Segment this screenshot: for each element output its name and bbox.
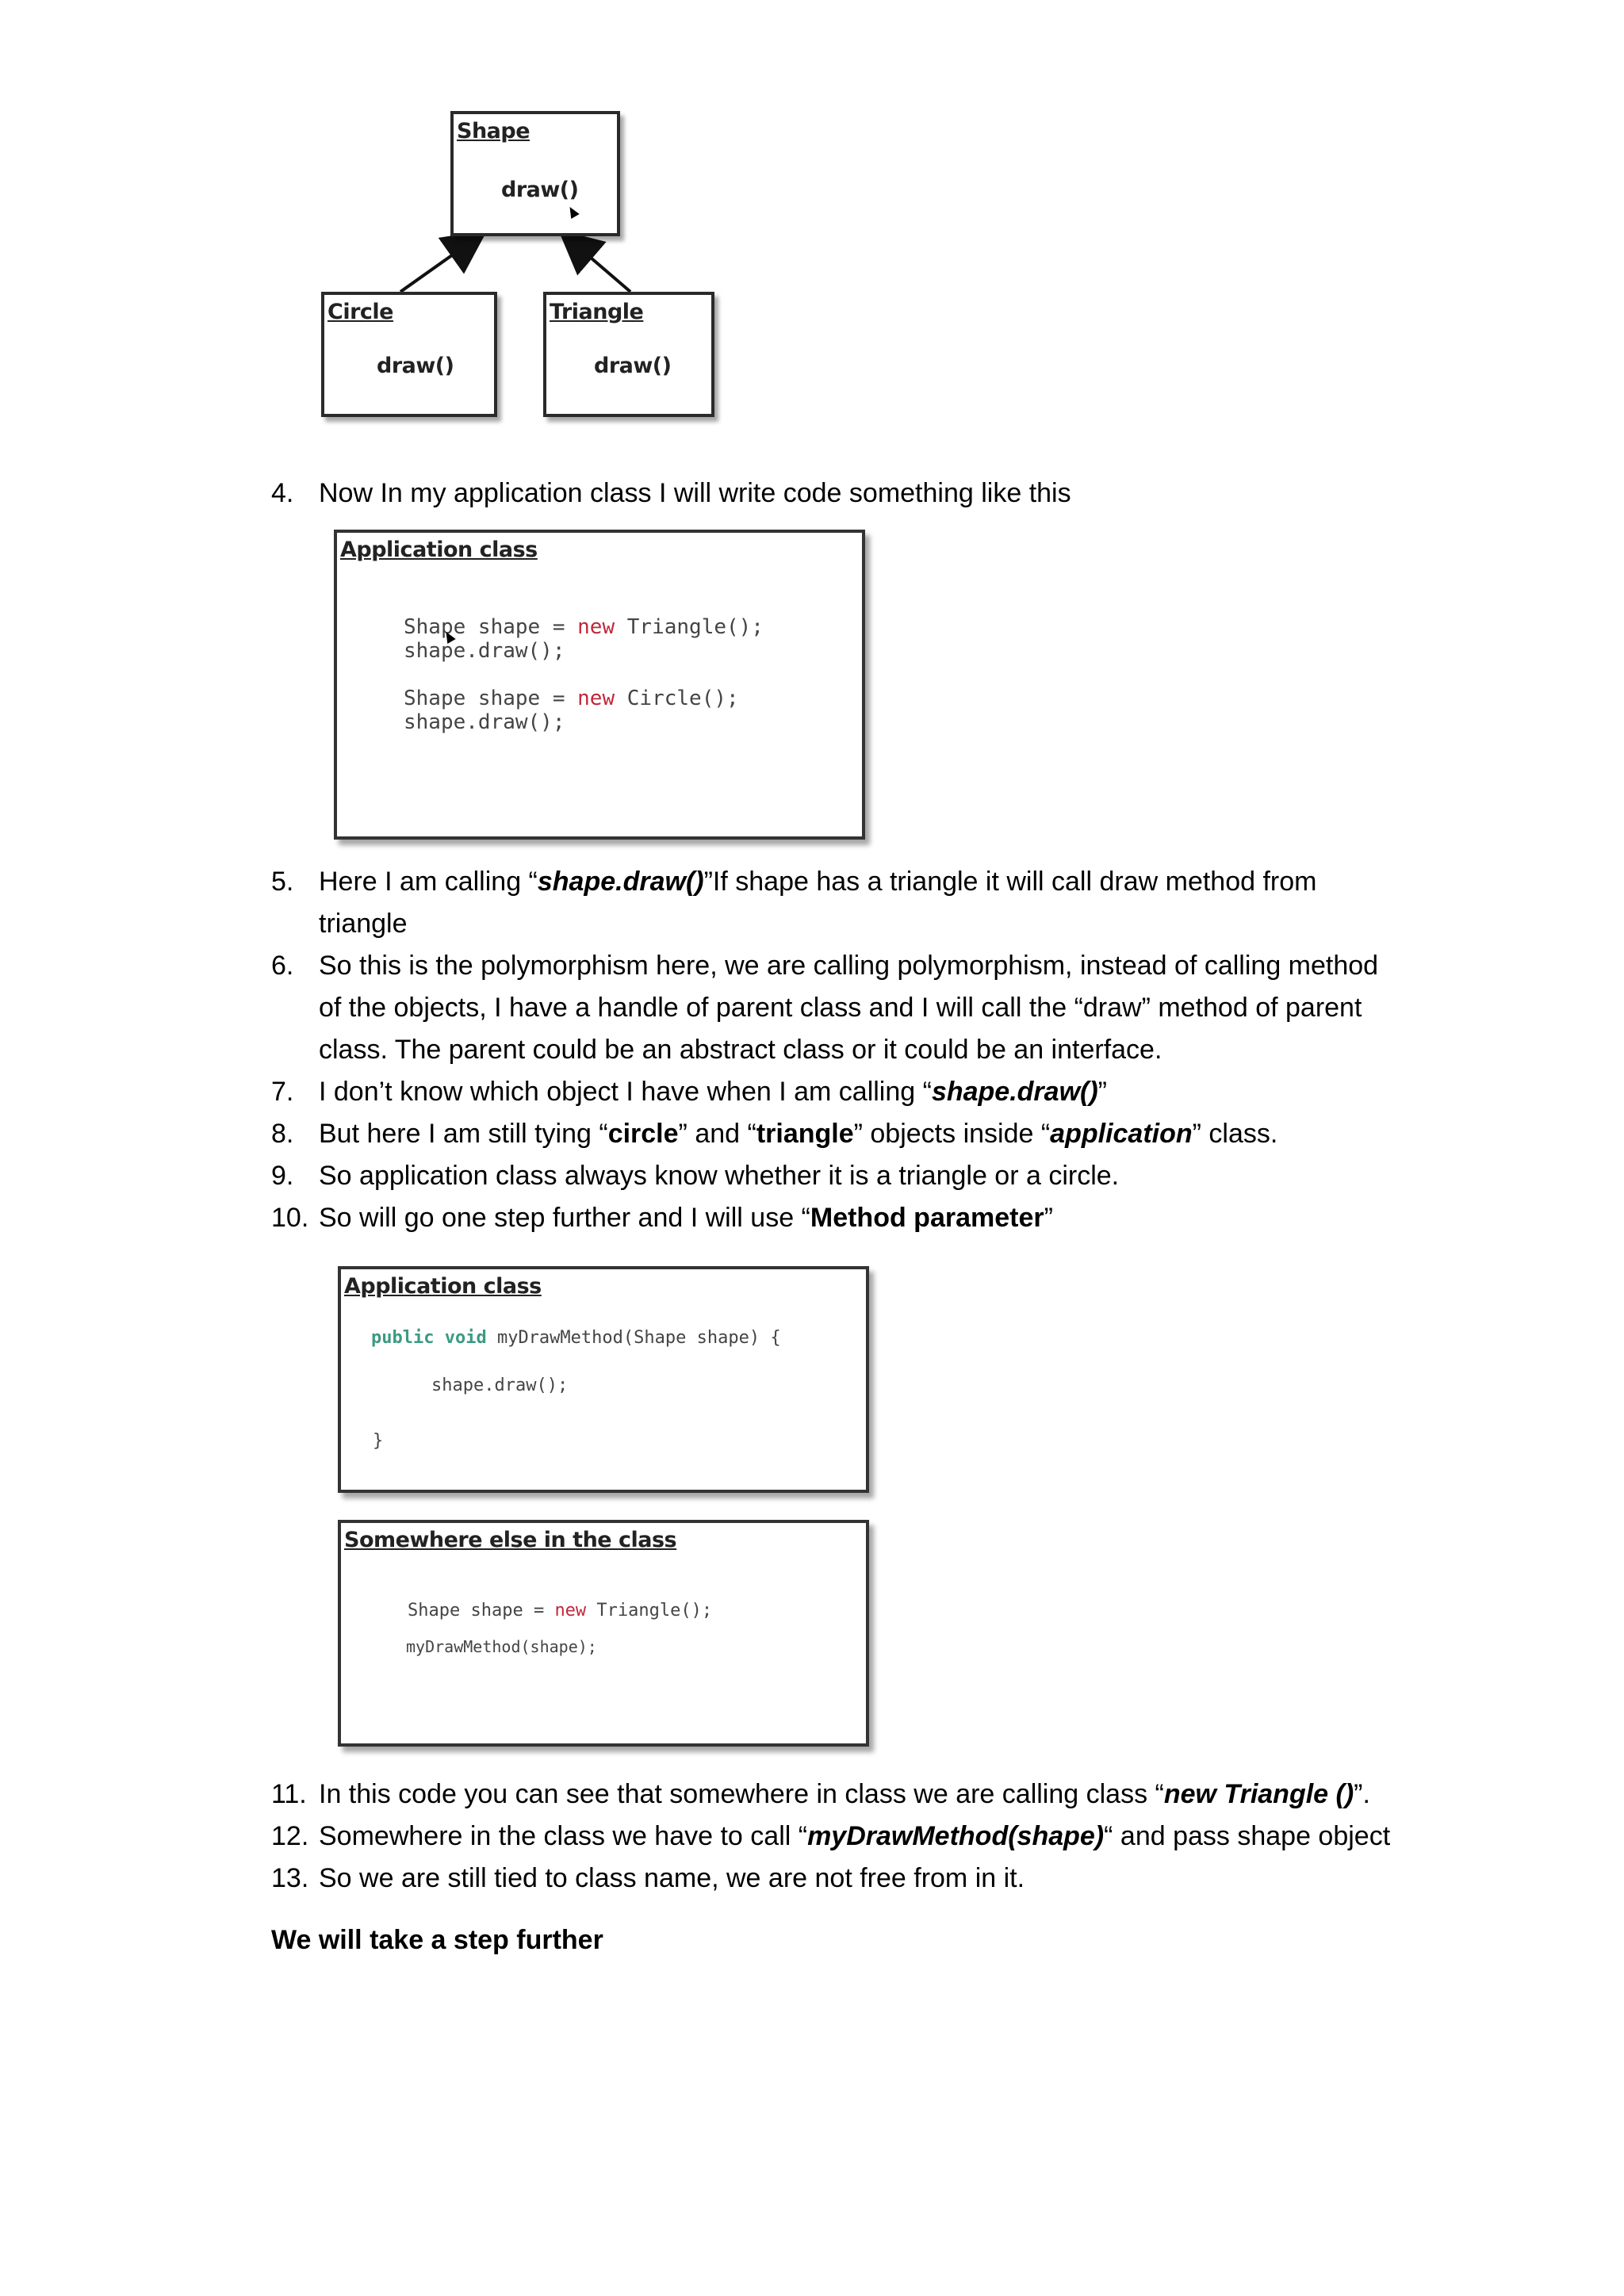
uml-diagram bbox=[301, 103, 745, 436]
code-line: } bbox=[373, 1431, 384, 1451]
list-text: In this code you can see that somewhere in class we are calling class “new Triangle ()”. bbox=[319, 1779, 1370, 1809]
code-title: Application class bbox=[344, 1274, 542, 1299]
shape-class-name: Shape bbox=[457, 119, 530, 144]
code-line: Shape shape = new Circle(); bbox=[404, 687, 739, 710]
circle-class-name: Circle bbox=[327, 300, 393, 324]
list-text: Now In my application class I will write code something like this bbox=[319, 478, 1071, 508]
code-title: Somewhere else in the class bbox=[344, 1528, 677, 1552]
arrow-triangle-to-shape bbox=[563, 234, 630, 292]
code-line: shape.draw(); bbox=[404, 639, 565, 663]
list-text: Somewhere in the class we have to call “myDrawMethod(shape)“ and pass shape object bbox=[319, 1821, 1391, 1851]
code-line: public void myDrawMethod(Shape shape) { bbox=[371, 1328, 781, 1348]
list-text: So application class always know whether it is a triangle or a circle. bbox=[319, 1161, 1120, 1191]
code-line: Shape shape = new Triangle(); bbox=[408, 1601, 713, 1621]
section-heading: We will take a step further bbox=[271, 1925, 603, 1955]
list-number: 9. bbox=[271, 1161, 294, 1191]
list-number: 5. bbox=[271, 867, 294, 897]
code-block bbox=[404, 615, 764, 734]
shape-class-box bbox=[450, 111, 620, 236]
triangle-class-box bbox=[543, 292, 714, 417]
circle-draw-method: draw() bbox=[377, 354, 454, 378]
mouse-cursor-icon bbox=[565, 205, 579, 219]
code-line: shape.draw(); bbox=[431, 1376, 569, 1395]
triangle-draw-method: draw() bbox=[594, 354, 672, 378]
shape-draw-method: draw() bbox=[501, 178, 579, 202]
code-title: Application class bbox=[340, 538, 538, 562]
list-text: So we are still tied to class name, we are not free from in it. bbox=[319, 1863, 1025, 1893]
code-line: Shape shape = new Triangle(); bbox=[404, 615, 764, 639]
list-number: 4. bbox=[271, 478, 294, 508]
list-number: 12. bbox=[271, 1821, 309, 1851]
code-line: myDrawMethod(shape); bbox=[406, 1637, 597, 1656]
list-number: 7. bbox=[271, 1077, 294, 1107]
code-screenshot-application-class bbox=[334, 530, 865, 840]
code-screenshot-somewhere-else bbox=[338, 1520, 869, 1747]
list-text: Here I am calling “shape.draw()”If shape has a triangle it will call draw method from bbox=[319, 867, 1317, 897]
list-text: So this is the polymorphism here, we are calling polymorphism, instead of calling method bbox=[319, 951, 1379, 981]
list-text: I don’t know which object I have when I am calling “shape.draw()” bbox=[319, 1077, 1107, 1107]
code-line: shape.draw(); bbox=[404, 710, 565, 734]
list-number: 11. bbox=[271, 1779, 307, 1809]
list-number: 13. bbox=[271, 1863, 309, 1893]
list-text: But here I am still tying “circle” and “triangle” objects inside “application” class. bbox=[319, 1119, 1278, 1149]
list-text: So will go one step further and I will use “Method parameter” bbox=[319, 1203, 1053, 1233]
arrow-circle-to-shape bbox=[400, 234, 482, 292]
triangle-class-name: Triangle bbox=[550, 300, 644, 324]
code-screenshot-method-parameter bbox=[338, 1266, 869, 1493]
document-page: Shape draw() Circle draw() Triangle draw() 4. Now In my application class I will write code something like this Application class Shape shape = new Triangle(); shape.draw(); Shape shape = new Circle(); shape.draw(); 5. Here I am calling “shape.draw()”If shape has a triangle it will call draw method from triangle 6. So this is the polymorphism here, we are calling polymorphism, instead of calling method of the objects, I have a handle of parent class and I will call the “draw” method of parent class. The parent could be an abstract class or it could be an interface. 7. I don’t know which object I have when I am calling “shape.draw()” 8. But here I am still tying “circle” and “triangle” objects inside “application” class. 9. So application class always know whether it is a triangle or a circle. 10. So will go one step further and I will use “Method parameter” Application class public void myDrawMethod(Shape shape) { shape.draw(); } Somewhere else in the class Shape shape = new Triangle(); myDrawMethod(shape); 11. In this code you can see that somewhere in class we are calling class “new Triangle ()”. 12. Somewhere in the class we have to call “myDrawMethod(shape)“ and pass shape object 13. So we are still tied to class name, we are not free from in it. We will take a step further bbox=[0, 0, 1624, 2296]
circle-class-box bbox=[321, 292, 497, 417]
list-number: 6. bbox=[271, 951, 294, 981]
list-number: 10. bbox=[271, 1203, 309, 1233]
list-number: 8. bbox=[271, 1119, 294, 1149]
